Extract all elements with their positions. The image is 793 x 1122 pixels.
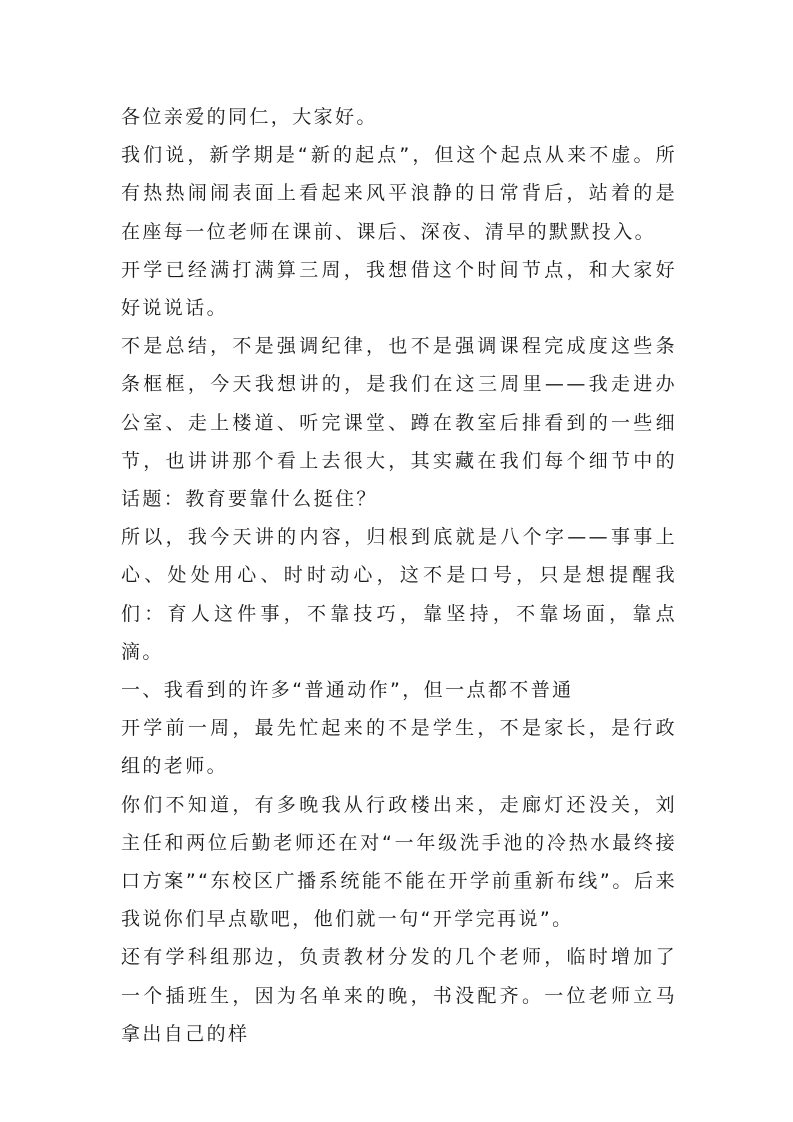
body-paragraph: 不是总结，不是强调纪律，也不是强调课程完成度这些条条框框，今天我想讲的，是我们在这三周里——我走进办公室、走上楼道、听完课堂、蹲在教室后排看到的一些细节，也讲讲那个看上去很大，其实藏在我们每个细节中的话题：教育要靠什么挺住？: [121, 335, 677, 511]
greeting-paragraph: 各位亲爱的同仁，大家好。: [121, 106, 378, 128]
body-paragraph: 我们说，新学期是“新的起点”，但这个起点从来不虚。所有热热闹闹表面上看起来风平浪静的日常背后，站着的是在座每一位老师在课前、课后、深夜、清早的默默投入。: [121, 144, 677, 243]
document-page: [121, 98, 677, 1053]
body-paragraph: 开学前一周，最先忙起来的不是学生，不是家长，是行政组的老师。: [121, 717, 677, 778]
section-heading: 一、我看到的许多“普通动作”，但一点都不普通: [121, 679, 574, 702]
body-paragraph: 开学已经满打满算三周，我想借这个时间节点，和大家好好说说话。: [121, 258, 677, 320]
body-paragraph: 还有学科组那边，负责教材分发的几个老师，临时增加了一个插班生，因为名单来的晚，书没配齐。一位老师立马拿出自己的样: [121, 946, 677, 1045]
body-paragraph: 所以，我今天讲的内容，归根到底就是八个字——事事上心、处处用心、时时动心，这不是口号，只是想提醒我们：育人这件事，不靠技巧，靠坚持，不靠场面，靠点滴。: [121, 526, 677, 663]
body-paragraph: 你们不知道，有多晚我从行政楼出来，走廊灯还没关，刘主任和两位后勤老师还在对“一年级洗手池的冷热水最终接口方案”“东校区广播系统能不能在开学前重新布线”。后来我说你们早点歇吧，他们就一句“开学完再说”。: [121, 793, 677, 931]
